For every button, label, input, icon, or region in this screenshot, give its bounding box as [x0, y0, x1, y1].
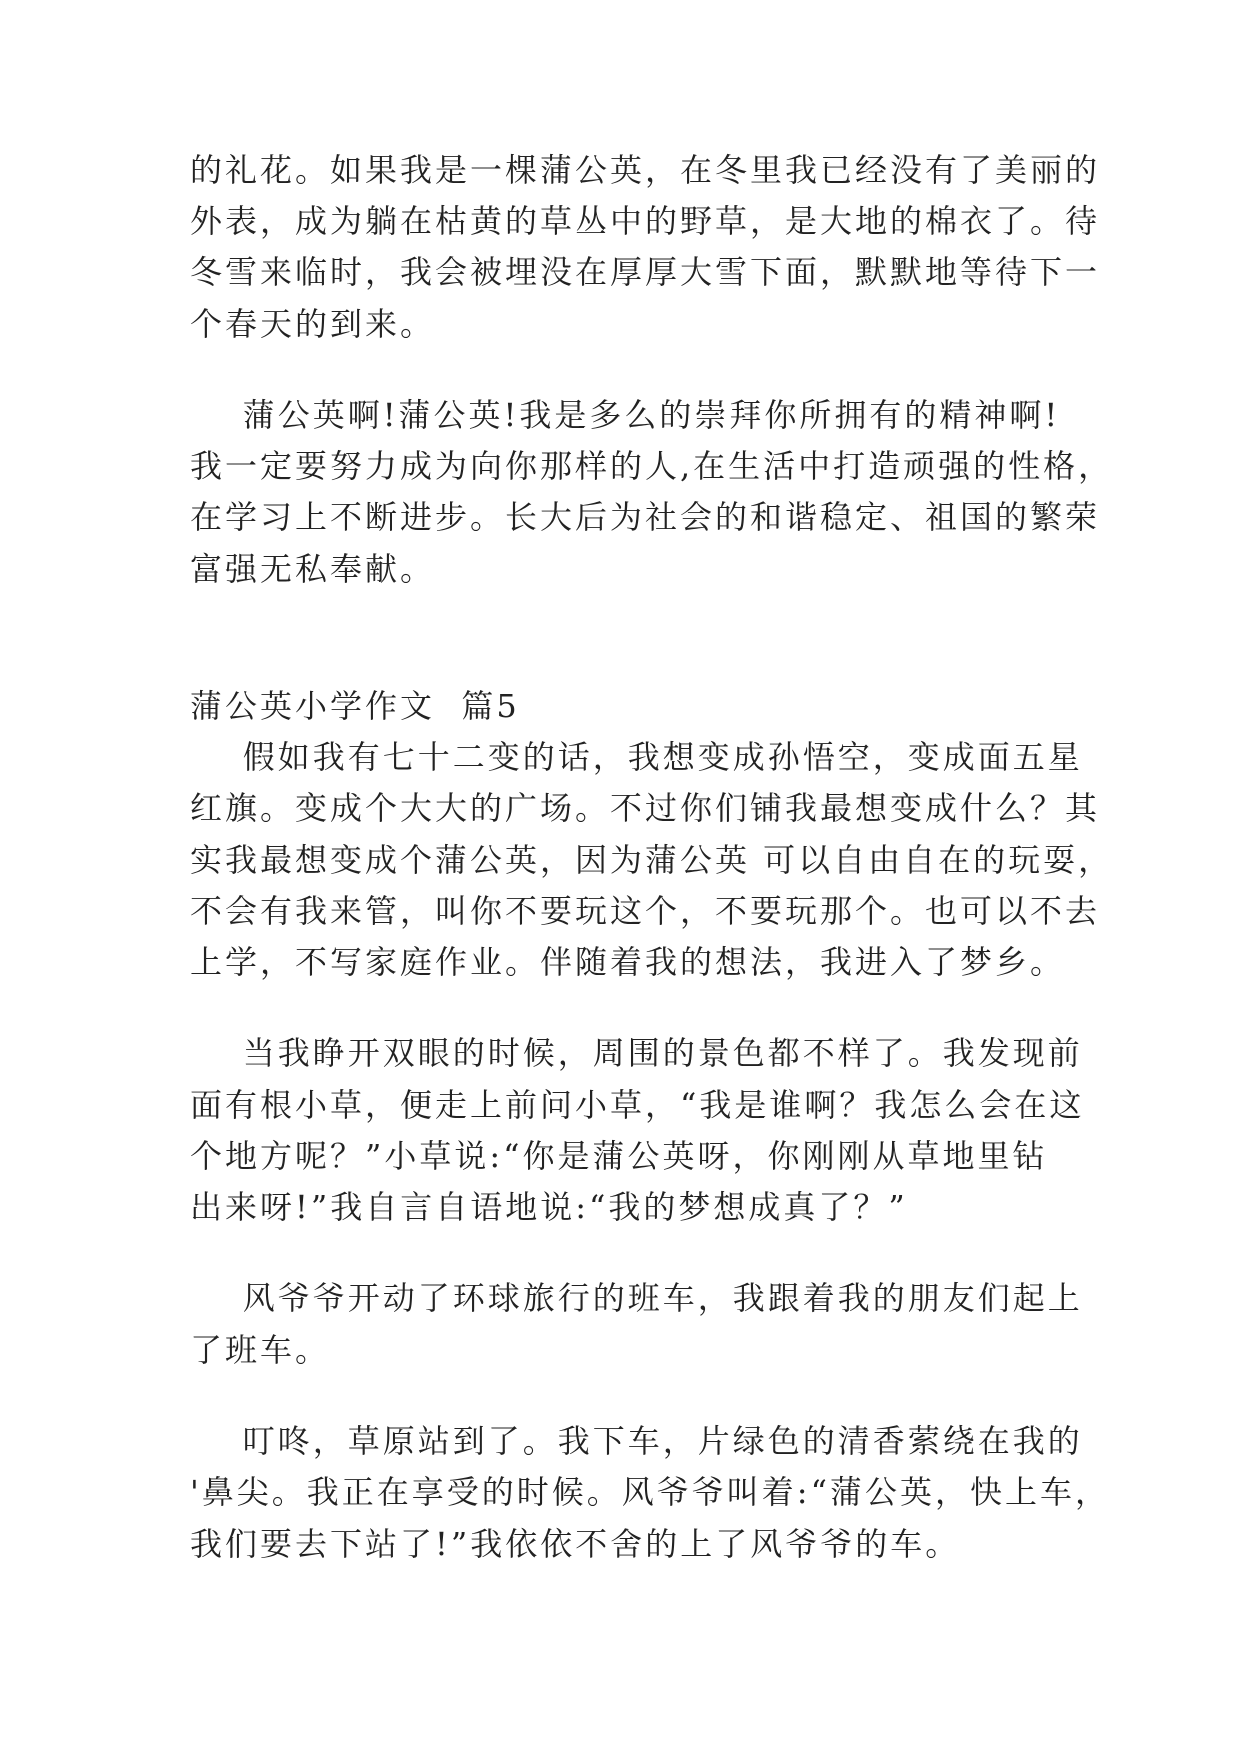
- paragraph-3-line: 实我最想变成个蒲公英，因为蒲公英 可以自由自在的玩耍，: [190, 841, 1114, 879]
- paragraph-6-line: 叮咚，草原站到了。我下车，片绿色的清香萦绕在我的: [190, 1422, 1083, 1460]
- paragraph-3-line: 红旗。变成个大大的广场。不过你们铺我最想变成什么？其: [190, 789, 1101, 827]
- paragraph-1-line: 个春天的到来。: [190, 305, 436, 343]
- paragraph-2-line: 蒲公英啊!蒲公英!我是多么的崇拜你所拥有的精神啊!: [190, 396, 1061, 434]
- paragraph-2-line: 富强无私奉献。: [190, 550, 436, 588]
- paragraph-3-line: 假如我有七十二变的话，我想变成孙悟空，变成面五星: [190, 738, 1083, 776]
- paragraph-5-line: 了班车。: [190, 1331, 331, 1369]
- paragraph-3-line: 上学，不写家庭作业。伴随着我的想法，我进入了梦乡。: [190, 943, 1066, 981]
- paragraph-1-line: 的礼花。如果我是一棵蒲公英，在冬里我已经没有了美丽的: [190, 151, 1101, 189]
- paragraph-4-line: 面有根小草，便走上前问小草，“我是谁啊？我怎么会在这: [190, 1086, 1085, 1124]
- section-heading: 蒲公英小学作文 篇5: [190, 687, 520, 725]
- paragraph-1-line: 冬雪来临时，我会被埋没在厚厚大雪下面，默默地等待下一: [190, 253, 1101, 291]
- paragraph-6-line: '鼻尖。我正在享受的时候。风爷爷叫着:“蒲公英，快上车，: [190, 1473, 1110, 1511]
- paragraph-1-line: 外表，成为躺在枯黄的草丛中的野草，是大地的棉衣了。待: [190, 202, 1101, 240]
- paragraph-4-line: 当我睁开双眼的时候，周围的景色都不样了。我发现前: [190, 1034, 1083, 1072]
- paragraph-5-line: 风爷爷开动了环球旅行的班车，我跟着我的朋友们起上: [190, 1279, 1083, 1317]
- paragraph-2-line: 我一定要努力成为向你那样的人,在生活中打造顽强的性格，: [190, 447, 1114, 485]
- paragraph-4-line: 出来呀!”我自言自语地说:“我的梦想成真了？”: [190, 1188, 908, 1226]
- paragraph-2-line: 在学习上不断进步。长大后为社会的和谐稳定、祖国的繁荣: [190, 498, 1101, 536]
- paragraph-4-line: 个地方呢？”小草说:“你是蒲公英呀，你刚刚从草地里钻: [190, 1137, 1048, 1175]
- paragraph-3-line: 不会有我来管，叫你不要玩这个，不要玩那个。也可以不去: [190, 892, 1101, 930]
- paragraph-6-line: 我们要去下站了!”我依依不舍的上了风爷爷的车。: [190, 1525, 961, 1563]
